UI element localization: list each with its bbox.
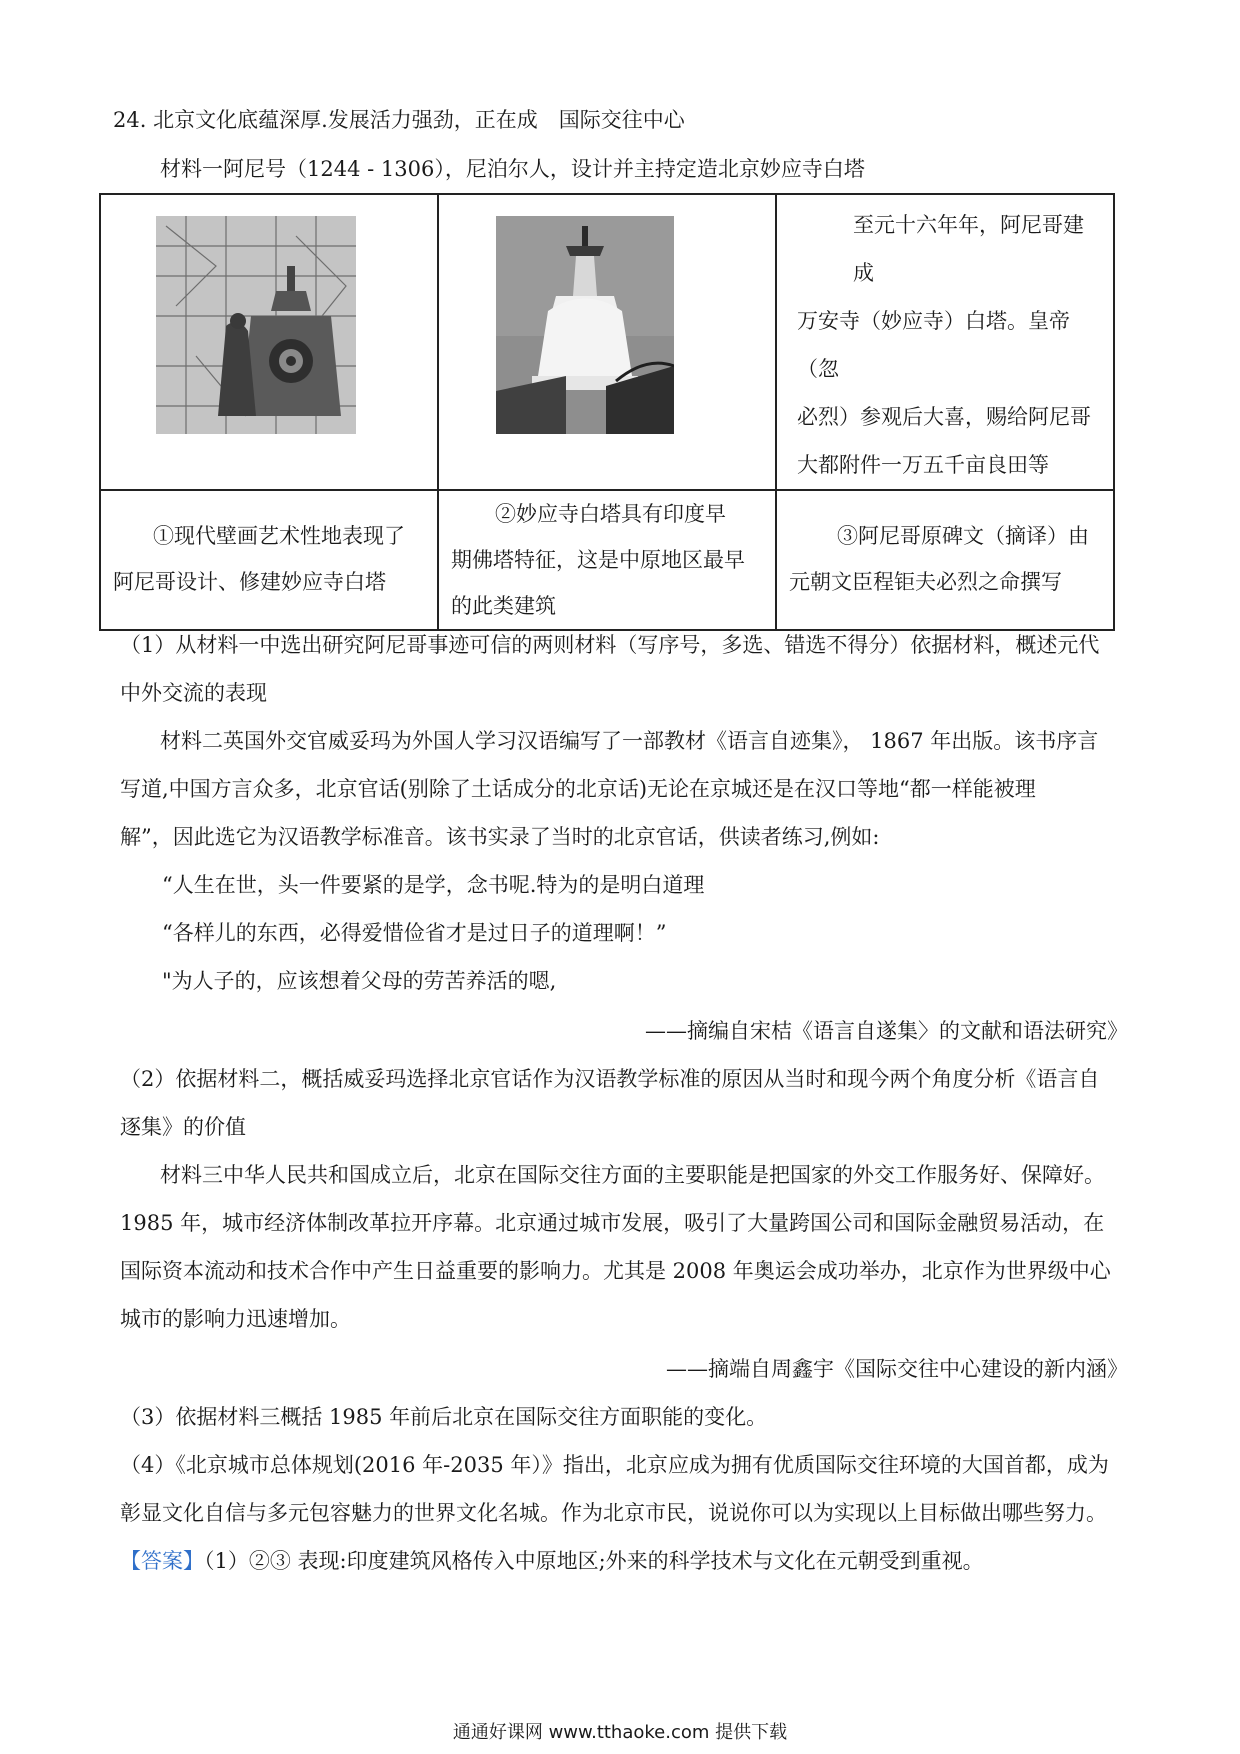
mural-image	[156, 216, 356, 434]
stele-line: 大都附件一万五千亩良田等	[797, 453, 1049, 477]
stele-line: 必烈）参观后大喜，赐给阿尼哥	[797, 405, 1091, 429]
question-4-line: 彰显文化自信与多元包容魅力的世界文化名城。作为北京市民，说说你可以为实现以上目标做出哪些努力。	[120, 1501, 1107, 1525]
caption-2-cell	[438, 490, 776, 630]
stele-line: 至元十六年年，阿尼哥建成	[853, 213, 1084, 285]
question-1-line: （1）从材料一中选出研究阿尼哥事迹可信的两则材料（写序号，多选、错选不得分）依据材料，概述元代	[120, 633, 1100, 657]
question-1-line: 中外交流的表现	[120, 681, 267, 705]
question-2-line: （2）依据材料二，概括威妥玛选择北京官话作为汉语教学标准的原因从当时和现今两个角度分析《语言自	[120, 1067, 1100, 1091]
caption-3-line: ③阿尼哥原碑文（摘译）由	[837, 524, 1089, 548]
citation-2: ——摘编自宋桔《语言自遂集〉的文献和语法研究》	[645, 1019, 1128, 1043]
material2-line: 写道,中国方言众多，北京官话(别除了土话成分的北京话)无论在京城还是在汉口等地“都一样能被理	[120, 777, 1036, 801]
material3-line: 1985 年，城市经济体制改革拉开序幕。北京通过城市发展，吸引了大量跨国公司和国际金融贸易活动，在	[120, 1211, 1105, 1235]
page-footer: 通通好课网 www.tthaoke.com 提供下载	[452, 1722, 788, 1743]
caption-1-line: 阿尼哥设计、修建妙应寺白塔	[113, 570, 386, 594]
stele-excerpt-cell	[776, 194, 1114, 490]
caption-2-line: 期佛塔特征，这是中原地区最早	[451, 548, 745, 572]
answer-line	[120, 1547, 984, 1575]
question-4-line: （4）《北京城市总体规划(2016 年-2035 年）》指出，北京应成为拥有优质国际交往环境的大国首都，成为	[120, 1453, 1109, 1477]
caption-3-cell	[776, 490, 1114, 630]
answer-text: （1）②③ 表现:印度建筑风格传入中原地区;外来的科学技术与文化在元朝受到重视。	[204, 1549, 984, 1573]
caption-2-line: 的此类建筑	[451, 594, 556, 618]
material2-line: 解”，因此选它为汉语教学标准音。该书实录了当时的北京官话，供读者练习,例如:	[120, 825, 880, 849]
stele-line: 万安寺（妙应寺）白塔。皇帝（忽	[797, 309, 1070, 381]
answer-label: 【答案】	[120, 1549, 204, 1573]
material2-line: 材料二英国外交官威妥玛为外国人学习汉语编写了一部教材《语言自迹集》， 1867 年出版。该书序言	[160, 729, 1099, 753]
quote-line: "为人子的，应该想着父母的劳苦养活的嗯,	[162, 969, 557, 993]
question-2-line: 逐集》的价值	[120, 1115, 246, 1139]
material3-line: 国际资本流动和技术合作中产生日益重要的影响力。尤其是 2008 年奥运会成功举办，北京作为世界级中心	[120, 1259, 1111, 1283]
material1-table	[99, 193, 1115, 631]
pagoda-photo-cell	[438, 194, 776, 490]
quote-line: “人生在世，头一件要紧的是学，念书呢.特为的是明白道理	[162, 873, 705, 897]
caption-2-line: ②妙应寺白塔具有印度早	[495, 502, 726, 526]
question-title: 24. 北京文化底蕴深厚.发展活力强劲，正在成 国际交往中心	[113, 108, 685, 132]
question-3: （3）依据材料三概括 1985 年前后北京在国际交往方面职能的变化。	[120, 1405, 768, 1429]
material3-line: 城市的影响力迅速增加。	[120, 1307, 351, 1331]
caption-1-line: ①现代壁画艺术性地表现了	[153, 524, 405, 548]
mural-cell	[100, 194, 438, 490]
white-pagoda-photo	[496, 216, 674, 434]
material3-line: 材料三中华人民共和国成立后，北京在国际交往方面的主要职能是把国家的外交工作服务好、保障好。	[160, 1163, 1105, 1187]
material1-intro: 材料一阿尼号（1244 - 1306），尼泊尔人，设计并主持定造北京妙应寺白塔	[160, 157, 865, 181]
caption-1-cell	[100, 490, 438, 630]
quote-line: “各样儿的东西，必得爱惜俭省才是过日子的道理啊！”	[162, 921, 667, 945]
citation-3: ——摘端自周鑫宇《国际交往中心建设的新内涵》	[666, 1357, 1128, 1381]
caption-3-line: 元朝文臣程钜夫必烈之命撰写	[789, 570, 1062, 594]
